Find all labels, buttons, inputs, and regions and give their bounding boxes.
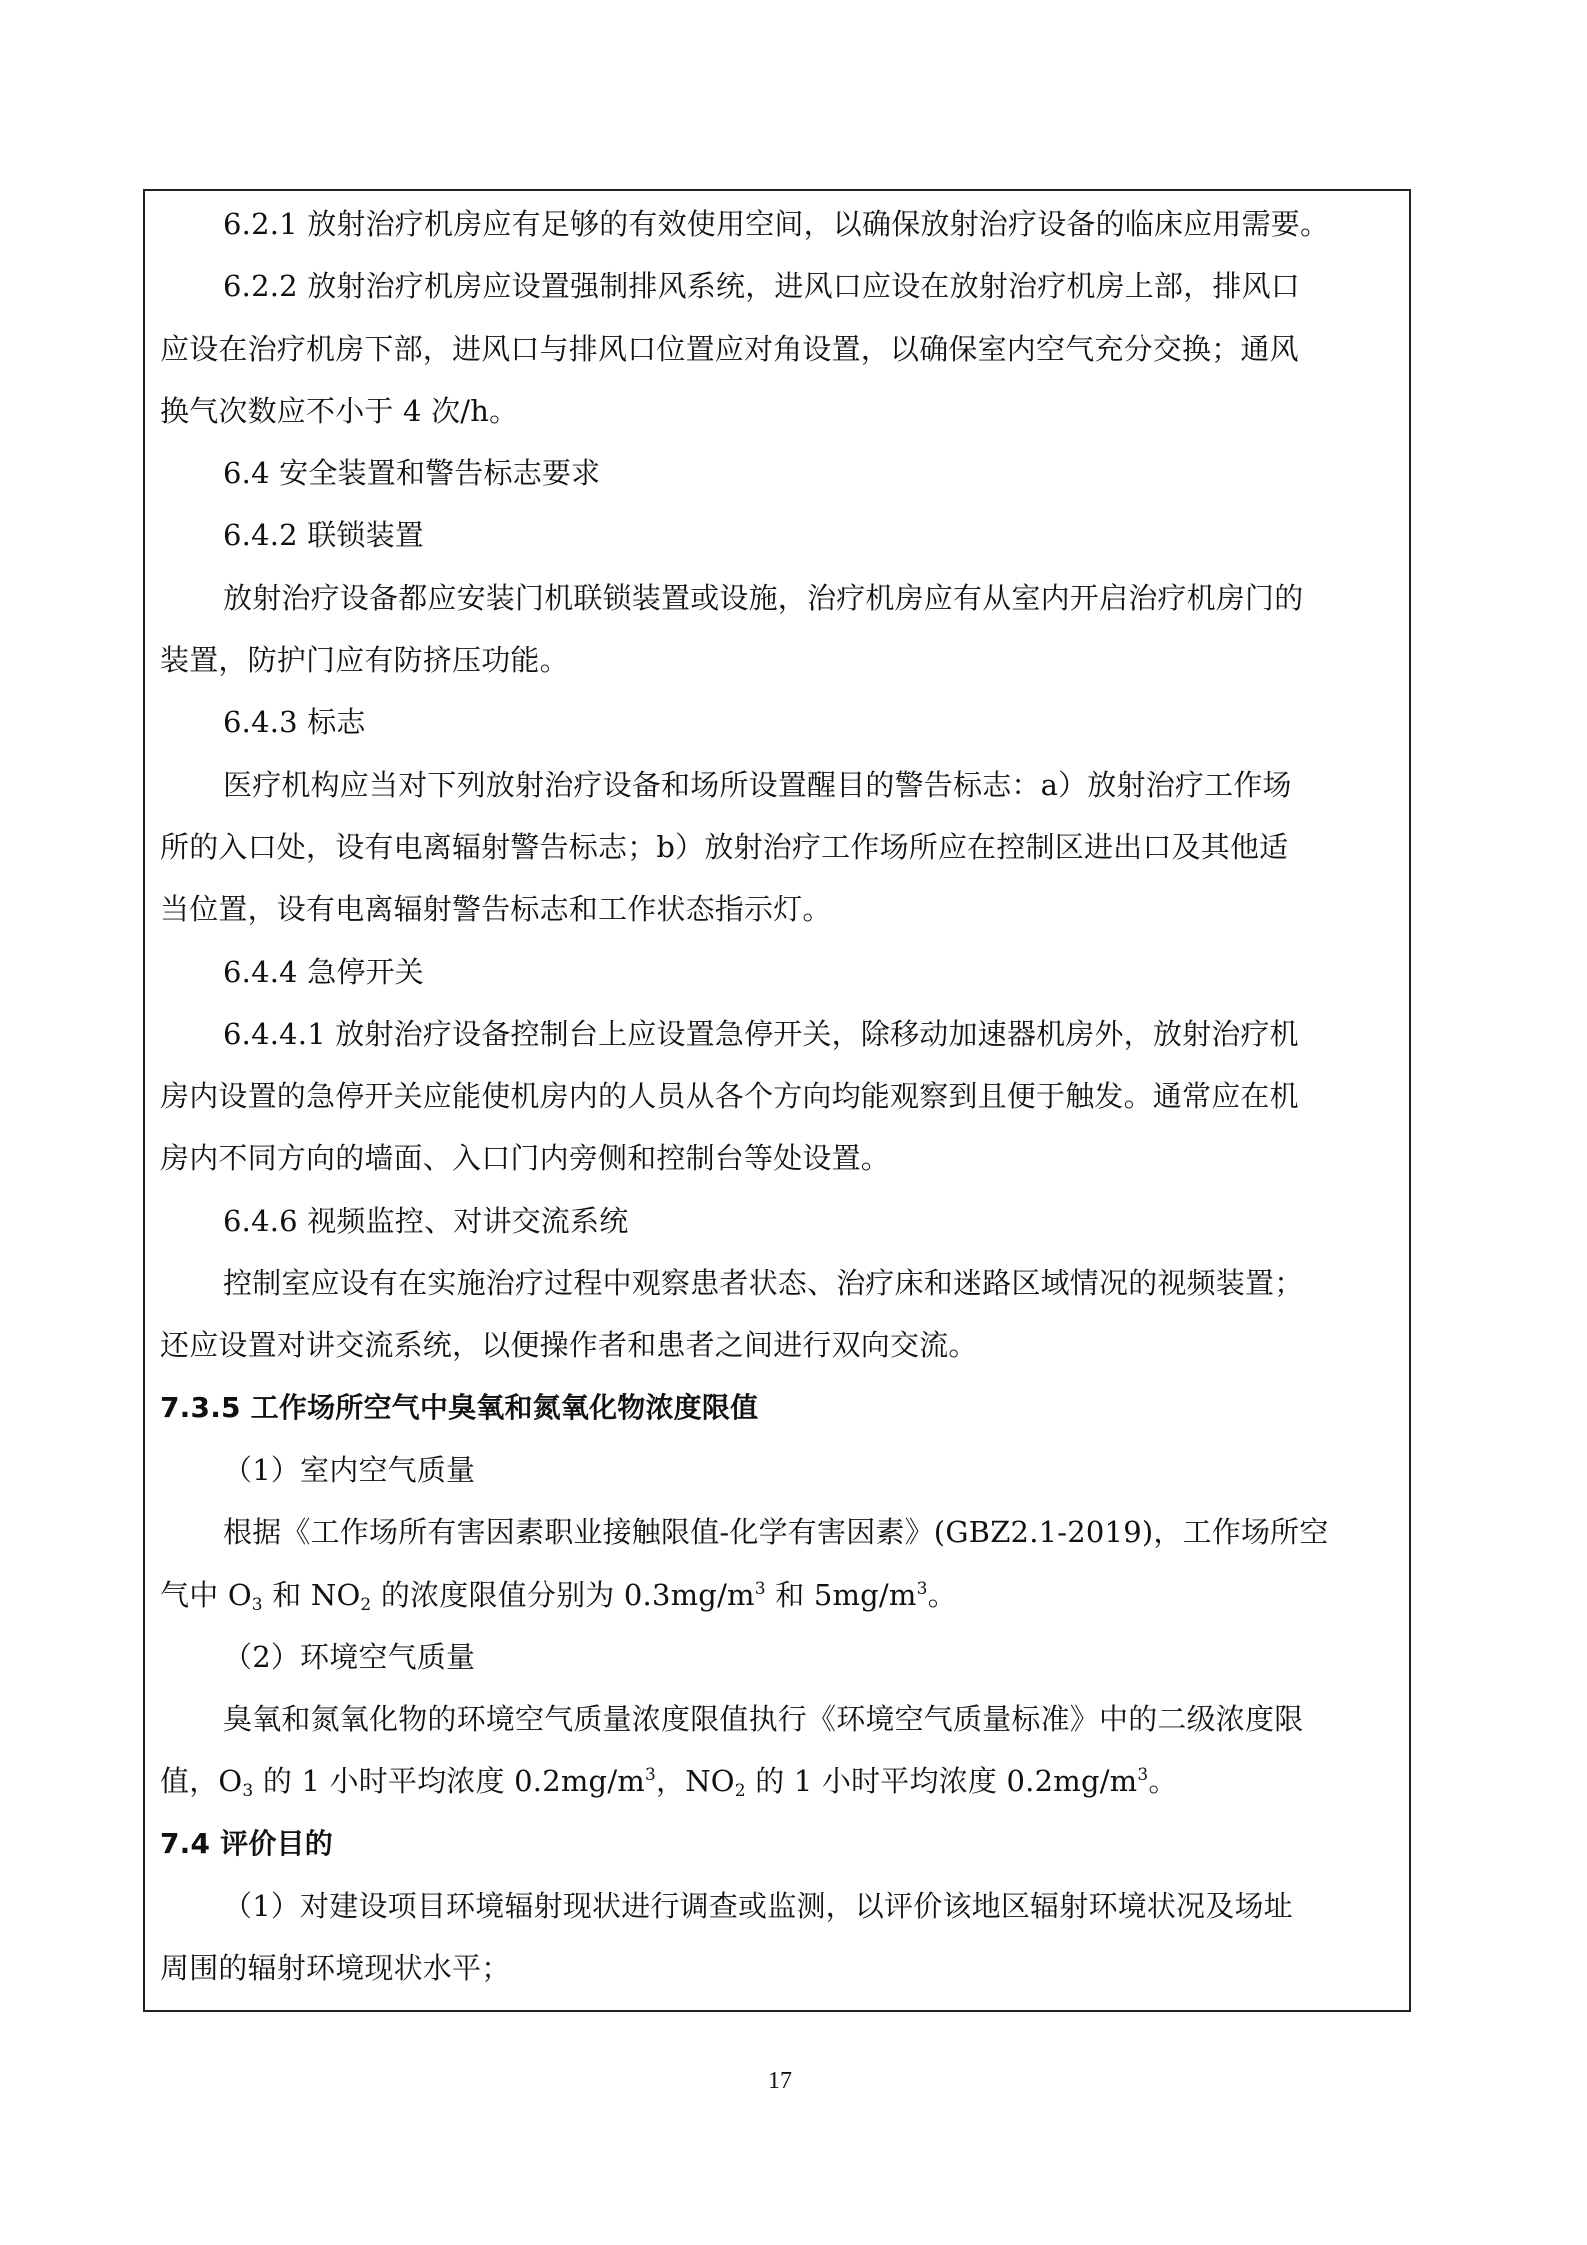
text-line: 当位置，设有电离辐射警告标志和工作状态指示灯。 [160,892,832,927]
text-line: 换气次数应不小于 4 次/h。 [160,393,519,428]
text-line: 周围的辐射环境现状水平； [160,1951,511,1986]
text-line: 放射治疗设备都应安装门机联锁装置或设施，治疗机房应有从室内开启治疗机房门的 [223,580,1304,615]
value-line: 值，$O_3$ 的 1 小时平均浓度 $0.2mg/m^3$，$NO_2$ 的 1 小时平均浓度 $0.2mg/m^3$。 [160,1764,1178,1802]
page-number: 17 [768,2068,792,2094]
text-line: 控制室应设有在实施治疗过程中观察患者状态、治疗床和迷路区域情况的视频装置； [223,1266,1304,1301]
subheading: （2）环境空气质量 [223,1639,476,1674]
section-heading: 6.4.6 视频监控、对讲交流系统 [223,1203,629,1238]
text-line: 装置，防护门应有防挤压功能。 [160,643,569,678]
subheading: （1）室内空气质量 [223,1452,476,1487]
document-body [160,193,1400,2000]
text-line: 还应设置对讲交流系统，以便操作者和患者之间进行双向交流。 [160,1328,978,1363]
text-line: 房内设置的急停开关应能使机房内的人员从各个方向均能观察到且便于触发。通常应在机 [160,1079,1299,1114]
text-line: 应设在治疗机房下部，进风口与排风口位置应对角设置，以确保室内空气充分交换；通风 [160,331,1299,366]
text-line: 所的入口处，设有电离辐射警告标志；b）放射治疗工作场所应在控制区进出口及其他适 [160,829,1289,864]
section-heading: 6.4 安全装置和警告标志要求 [223,456,601,491]
text-line: 房内不同方向的墙面、入口门内旁侧和控制台等处设置。 [160,1141,891,1176]
text-line: 6.2.1 放射治疗机房应有足够的有效使用空间，以确保放射治疗设备的临床应用需要。 [223,207,1330,241]
text-line: （1）对建设项目环境辐射现状进行调查或监测，以评价该地区辐射环境状况及场址 [223,1889,1293,1924]
o3-limit-line: 气中 $O_3$ 和 $NO_2$ 的浓度限值分别为 $0.3mg/m^3$ 和 $5mg/m^3$。 [160,1577,957,1615]
text-line: 医疗机构应当对下列放射治疗设备和场所设置醒目的警告标志：a）放射治疗工作场 [223,767,1292,802]
bold-heading: 7.3.5 工作场所空气中臭氧和氮氧化物浓度限值 [160,1390,759,1424]
text-line: 根据《工作场所有害因素职业接触限值-化学有害因素》(GBZ2.1-2019)，工作场所空 [223,1515,1329,1550]
text-line: 臭氧和氮氧化物的环境空气质量浓度限值执行《环境空气质量标准》中的二级浓度限 [223,1702,1304,1737]
text-line: 6.2.2 放射治疗机房应设置强制排风系统，进风口应设在放射治疗机房上部，排风口 [223,269,1301,304]
section-heading: 6.4.2 联锁装置 [223,518,425,553]
section-heading: 6.4.4 急停开关 [223,954,425,989]
section-heading: 6.4.3 标志 [223,705,366,740]
bold-heading: 7.4 评价目的 [160,1826,333,1860]
text-line: 6.4.4.1 放射治疗设备控制台上应设置急停开关，除移动加速器机房外，放射治疗机 [223,1016,1299,1051]
